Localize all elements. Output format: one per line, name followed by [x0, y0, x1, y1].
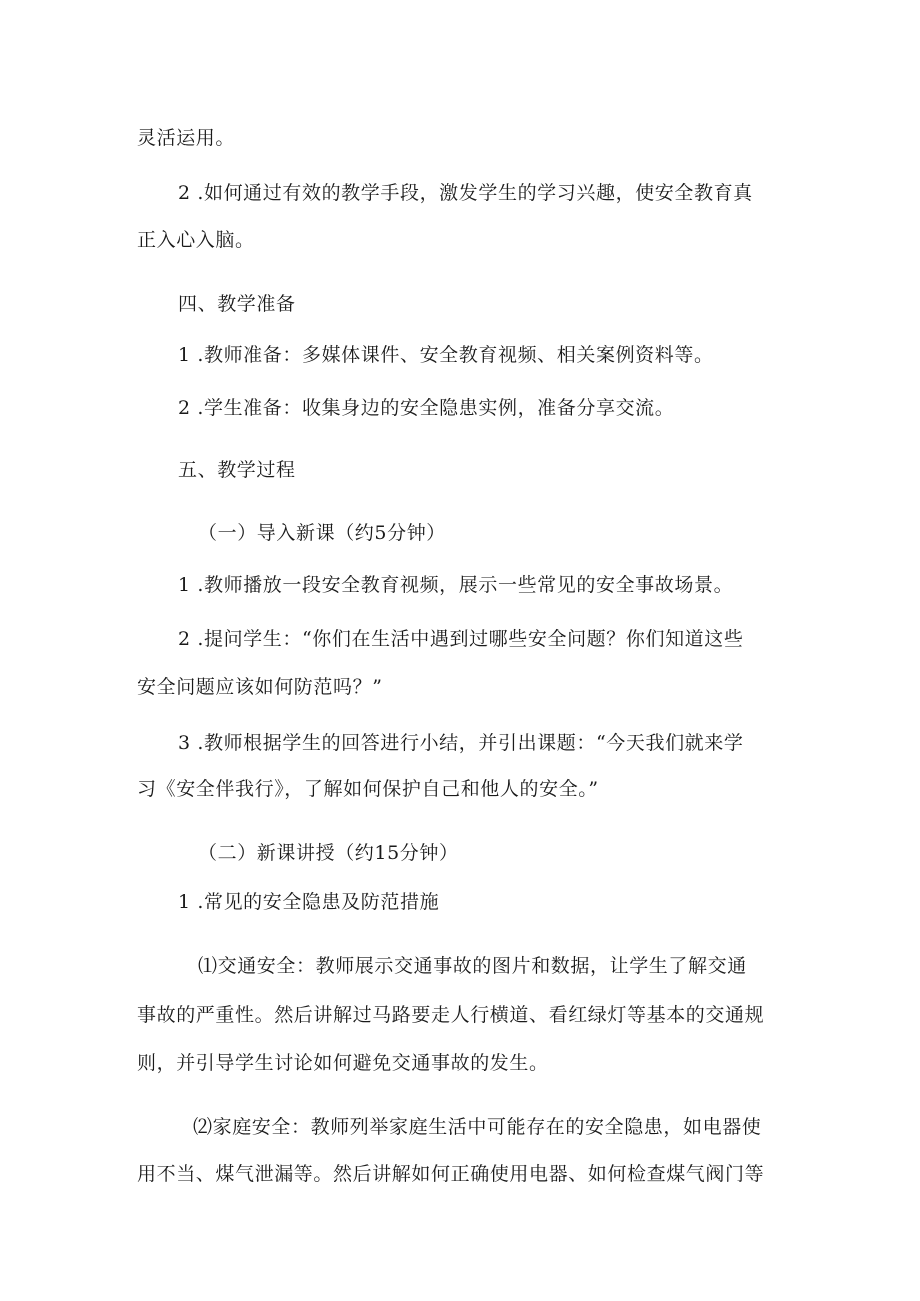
subsection-heading: （一）导入新课（约5分钟） [198, 522, 446, 544]
paragraph-line: 2 .如何通过有效的教学手段，激发学生的学习兴趣，使安全教育真 [178, 182, 753, 204]
list-item: 2 .学生准备：收集身边的安全隐患实例，准备分享交流。 [178, 397, 675, 419]
list-item: 1 .常见的安全隐患及防范措施 [178, 891, 440, 913]
paragraph-line: 用不当、煤气泄漏等。然后讲解如何正确使用电器、如何检查煤气阀门等 [137, 1163, 765, 1185]
paragraph-line: 安全问题应该如何防范吗？” [137, 676, 383, 698]
paragraph-line: 灵活运用。 [137, 127, 236, 149]
list-item: 1 .教师准备：多媒体课件、安全教育视频、相关案例资料等。 [178, 344, 714, 366]
list-item: 3 .教师根据学生的回答进行小结，并引出课题：“今天我们就来学 [178, 732, 744, 754]
paragraph-line: 正入心入脑。 [137, 229, 255, 251]
subsection-heading: （二）新课讲授（约15分钟） [198, 842, 459, 864]
section-heading: 四、教学准备 [178, 293, 296, 315]
section-heading: 五、教学过程 [178, 459, 296, 481]
list-item: 1 .教师播放一段安全教育视频，展示一些常见的安全事故场景。 [178, 574, 734, 596]
list-item: ⑵家庭安全：教师列举家庭生活中可能存在的安全隐患，如电器使 [193, 1116, 762, 1138]
list-item: ⑴交通安全：教师展示交通事故的图片和数据，让学生了解交通 [198, 955, 747, 977]
paragraph-line: 习《安全伴我行》，了解如何保护自己和他人的安全。” [137, 778, 599, 800]
paragraph-line: 则，并引导学生讨论如何避免交通事故的发生。 [137, 1052, 549, 1074]
paragraph-line: 事故的严重性。然后讲解过马路要走人行横道、看红绿灯等基本的交通规 [137, 1004, 765, 1026]
list-item: 2 .提问学生：“你们在生活中遇到过哪些安全问题？你们知道这些 [178, 628, 744, 650]
